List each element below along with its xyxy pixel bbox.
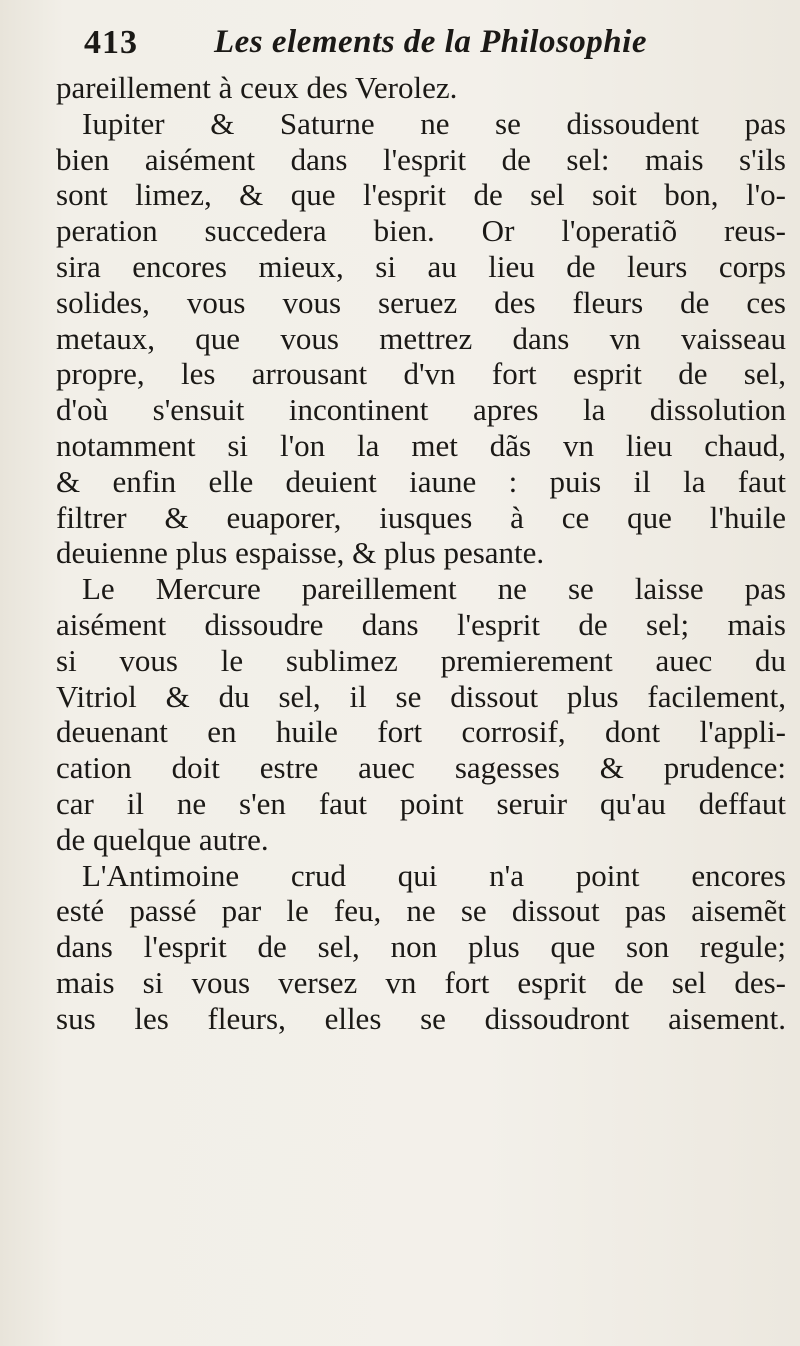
- text-line: propre, les arrousant d'vn fort esprit de sel,: [56, 356, 786, 392]
- paragraph-start-line: Iupiter & Saturne ne se dissoudent pas: [82, 105, 786, 141]
- page-number: 413: [84, 24, 138, 61]
- text-line: cation doit estre auec sagesses & prudence:: [56, 750, 786, 786]
- paragraph-start-line: Le Mercure pareillement ne se laisse pas: [82, 571, 786, 607]
- text-line: deuenant en huile fort corrosif, dont l'appli-: [56, 714, 786, 750]
- text-line: sont limez, & que l'esprit de sel soit bon, l'o-: [56, 177, 786, 213]
- text-line: si vous le sublimez premierement auec du: [56, 642, 786, 678]
- text-line: aisément dissoudre dans l'esprit de sel; mais: [56, 606, 786, 642]
- text-line: sira encores mieux, si au lieu de leurs corps: [56, 248, 786, 284]
- text-line: deuienne plus espaisse, & plus pesante.: [56, 535, 545, 571]
- text-line: pareillement à ceux des Verolez.: [56, 70, 458, 105]
- text-line: notamment si l'on la met dãs vn lieu chaud,: [56, 427, 786, 463]
- text-line: bien aisément dans l'esprit de sel: mais s'ils: [56, 141, 786, 177]
- text-body: [56, 70, 786, 1037]
- text-line: solides, vous vous seruez des fleurs de ces: [56, 284, 786, 320]
- page-header: [84, 18, 724, 66]
- text-line: peration succedera bien. Or l'operatiõ reus-: [56, 213, 786, 249]
- text-line: & enfin elle deuient iaune : puis il la faut: [56, 463, 786, 499]
- text-line: d'où s'ensuit incontinent apres la dissolution: [56, 392, 786, 428]
- running-title: Les elements de la Philosophie: [214, 24, 647, 60]
- text-line: mais si vous versez vn fort esprit de sel des-: [56, 964, 786, 1000]
- text-line: sus les fleurs, elles se dissoudront aisement.: [56, 1000, 786, 1036]
- text-line: filtrer & euaporer, iusques à ce que l'huile: [56, 499, 786, 535]
- text-line: dans l'esprit de sel, non plus que son regule;: [56, 929, 786, 965]
- text-line: Vitriol & du sel, il se dissout plus facilement,: [56, 678, 786, 714]
- paragraph-start-line: L'Antimoine crud qui n'a point encores: [82, 857, 786, 893]
- text-line: metaux, que vous mettrez dans vn vaisseau: [56, 320, 786, 356]
- text-line: esté passé par le feu, ne se dissout pas aisemẽt: [56, 893, 786, 929]
- text-line: car il ne s'en faut point seruir qu'au deffaut: [56, 785, 786, 821]
- text-line: de quelque autre.: [56, 821, 269, 857]
